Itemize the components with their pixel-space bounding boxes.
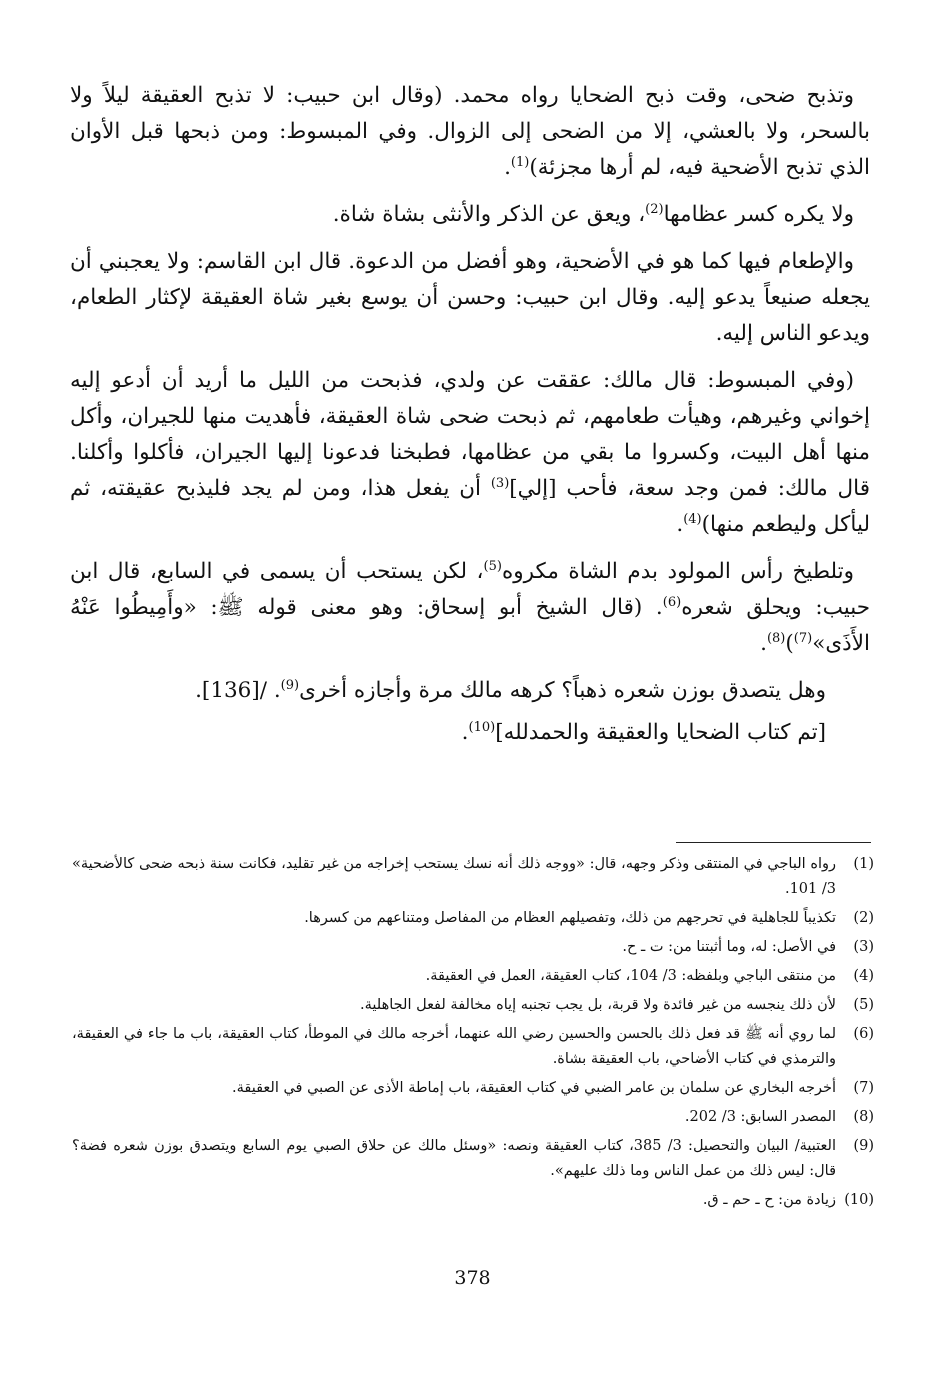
footnote-number: (9) (853, 1138, 874, 1154)
punctuation: . (504, 155, 511, 180)
punctuation: ) (785, 631, 794, 656)
footnote-number: (4) (853, 968, 874, 984)
footnote (72, 1105, 874, 1130)
footnote-number: (6) (853, 1026, 874, 1042)
footnote (72, 1076, 874, 1101)
footnote-number: (3) (853, 939, 874, 955)
paragraph-4-text-cont: أن يفعل هذا، ومن لم يجد فليذبح عقيقته، ثم ليأكل وليطعم منها) (70, 476, 870, 537)
footnote-text: أخرجه البخاري عن سلمان بن عامر الضبي في كتاب العقيقة، باب إماطة الأذى عن الصبي في العقيقة. (231, 1080, 836, 1096)
footnote-text: من منتقى الباجي وبلفظه: 3/ 104، كتاب العقيقة، العمل في العقيقة. (425, 968, 836, 984)
paragraph-5 (70, 554, 870, 662)
book-end-note: [تم كتاب الضحايا والعقيقة والحمدلله] (495, 720, 826, 745)
footnote-text: العتبية/ البيان والتحصيل: 3/ 385، كتاب العقيقة ونصه: «وسئل مالك عن حلاق الصبي يوم السابع ويتصدق بوزن شعره فضة؟ قال: ليس ذلك من عمل الناس وما ذلك عليهم». (72, 1138, 836, 1179)
punctuation: . (676, 512, 684, 537)
paragraph-6 (70, 673, 870, 709)
footnote-number: (2) (853, 910, 874, 926)
footnote-text: في الأصل: له، وما أثبتنا من: ت ـ ح. (622, 939, 836, 955)
footnote (72, 1134, 874, 1184)
footnote-text: زيادة من: ح ـ حم ـ ق. (702, 1192, 836, 1208)
footnote-ref-10: (10) (468, 719, 496, 735)
paragraph-1 (70, 78, 870, 186)
paragraph-4-text: (وفي المبسوط: قال مالك: عققت عن ولدي، فذبحت من الليل ما أريد أن أدعو إليه إخواني وغيرهم، وهيأت طعامهم، ثم ذبحت ضحى شاة العقيقة، فأهديت منها للجيران، وأكل منها أهل البيت، وكسروا ما بقي من عظامها، فطبخنا فدعونا إليها الجيران، فأكلوا وأكلنا. قال مالك: فمن وجد سعة، فأحب [إلي] (70, 368, 870, 501)
paragraph-5-text: وتلطيخ رأس المولود بدم الشاة مكروه (501, 559, 854, 584)
paragraph-3-text: والإطعام فيها كما هو في الأضحية، وهو أفضل من الدعوة. قال ابن القاسم: ولا يعجبني أن يجعله صنيعاً يدعو إليه. وقال ابن حبيب: وحسن أن يوسع بغير شاة العقيقة لإكثار الطعام، ويدعو الناس إليه. (70, 249, 870, 346)
paragraph-3 (70, 244, 870, 352)
paragraph-2 (70, 197, 870, 233)
footnote-ref-4: (4) (683, 511, 702, 527)
paragraph-5-text-cont: ، لكن يستحب أن يسمى في السابع، قال ابن حبيب: ويحلق شعره (70, 559, 870, 620)
footnote-text: لما روي أنه ﷺ قد فعل ذلك بالحسن والحسين رضي الله عنهما، أخرجه مالك في الموطأ، كتاب العقيقة، باب ما جاء في العقيقة، والترمذي في كتاب الأضاحي، باب العقيقة بشاة. (72, 1026, 836, 1067)
footnote-ref-3: (3) (490, 475, 510, 491)
footnote-ref-7: (7) (793, 630, 813, 646)
footnote-text: تكذيباً للجاهلية في تحرجهم من ذلك، وتفصيلهم العظام من المفاصل ومتناعهم من كسرها. (304, 910, 836, 926)
footnote-ref-9: (9) (280, 677, 300, 693)
footnote-ref-1: (1) (510, 154, 530, 170)
footnote (72, 852, 874, 902)
paragraph-1-text: وتذبح ضحى، وقت ذبح الضحايا رواه محمد. (وقال ابن حبيب: لا تذبح العقيقة ليلاً ولا بالسحر، ولا بالعشي، إلا من الضحى إلى الزوال. وفي المبسوط: ومن ذبحها قبل الأوان الذي تذبح الأضحية فيه، لم أرها مجزئة) (70, 83, 870, 180)
paragraph-4 (70, 363, 870, 543)
punctuation: . (760, 631, 767, 656)
footnote (72, 1022, 874, 1072)
paragraph-7 (70, 715, 870, 751)
paragraph-2-text: ولا يكره كسر عظامها (663, 202, 854, 227)
paragraph-2-text-cont: ، ويعق عن الذكر والأنثى بشاة شاة. (332, 202, 646, 227)
footnote (72, 935, 874, 960)
footnote-number: (8) (853, 1109, 874, 1125)
page-number: 378 (454, 1267, 491, 1289)
footnote-text: المصدر السابق: 3/ 202. (684, 1109, 836, 1125)
footnote-ref-5: (5) (483, 558, 502, 574)
footnote-ref-6: (6) (662, 594, 682, 610)
paragraph-6-text: وهل يتصدق بوزن شعره ذهباً؟ كرهه مالك مرة وأجازه أخرى (299, 678, 826, 703)
footnotes (72, 852, 874, 1217)
footnote-divider (676, 842, 871, 843)
footnote-text: رواه الباجي في المنتقى وذكر وجهه، قال: «ووجه ذلك أنه نسك يستحب إخراجه من غير تقليد، فكانت سنة ذبحه ضحى كالأضحية» 3/ 101. (72, 856, 836, 897)
footnote-text: لأن ذلك ينجسه من غير فائدة ولا قربة، بل يجب تجنبه إياه مخالفة لفعل الجاهلية. (360, 997, 836, 1013)
footnote (72, 993, 874, 1018)
main-text (70, 78, 870, 757)
footnote (72, 906, 874, 931)
footnote (72, 964, 874, 989)
footnote-number: (5) (853, 997, 874, 1013)
footnote (72, 1188, 874, 1213)
footnote-number: (10) (844, 1192, 874, 1208)
footnote-ref-2: (2) (645, 201, 664, 217)
punctuation: . (461, 720, 469, 745)
footnote-number: (1) (853, 856, 874, 872)
folio-marker: . /[136]. (195, 678, 281, 703)
paragraph-5-hadith: . (قال الشيخ أبو إسحاق: وهو معنى قوله ﷺ: «وأَمِيطُوا عَنْهُ الأَذَى» (70, 595, 870, 656)
footnote-number: (7) (853, 1080, 874, 1096)
footnote-ref-8: (8) (766, 630, 786, 646)
